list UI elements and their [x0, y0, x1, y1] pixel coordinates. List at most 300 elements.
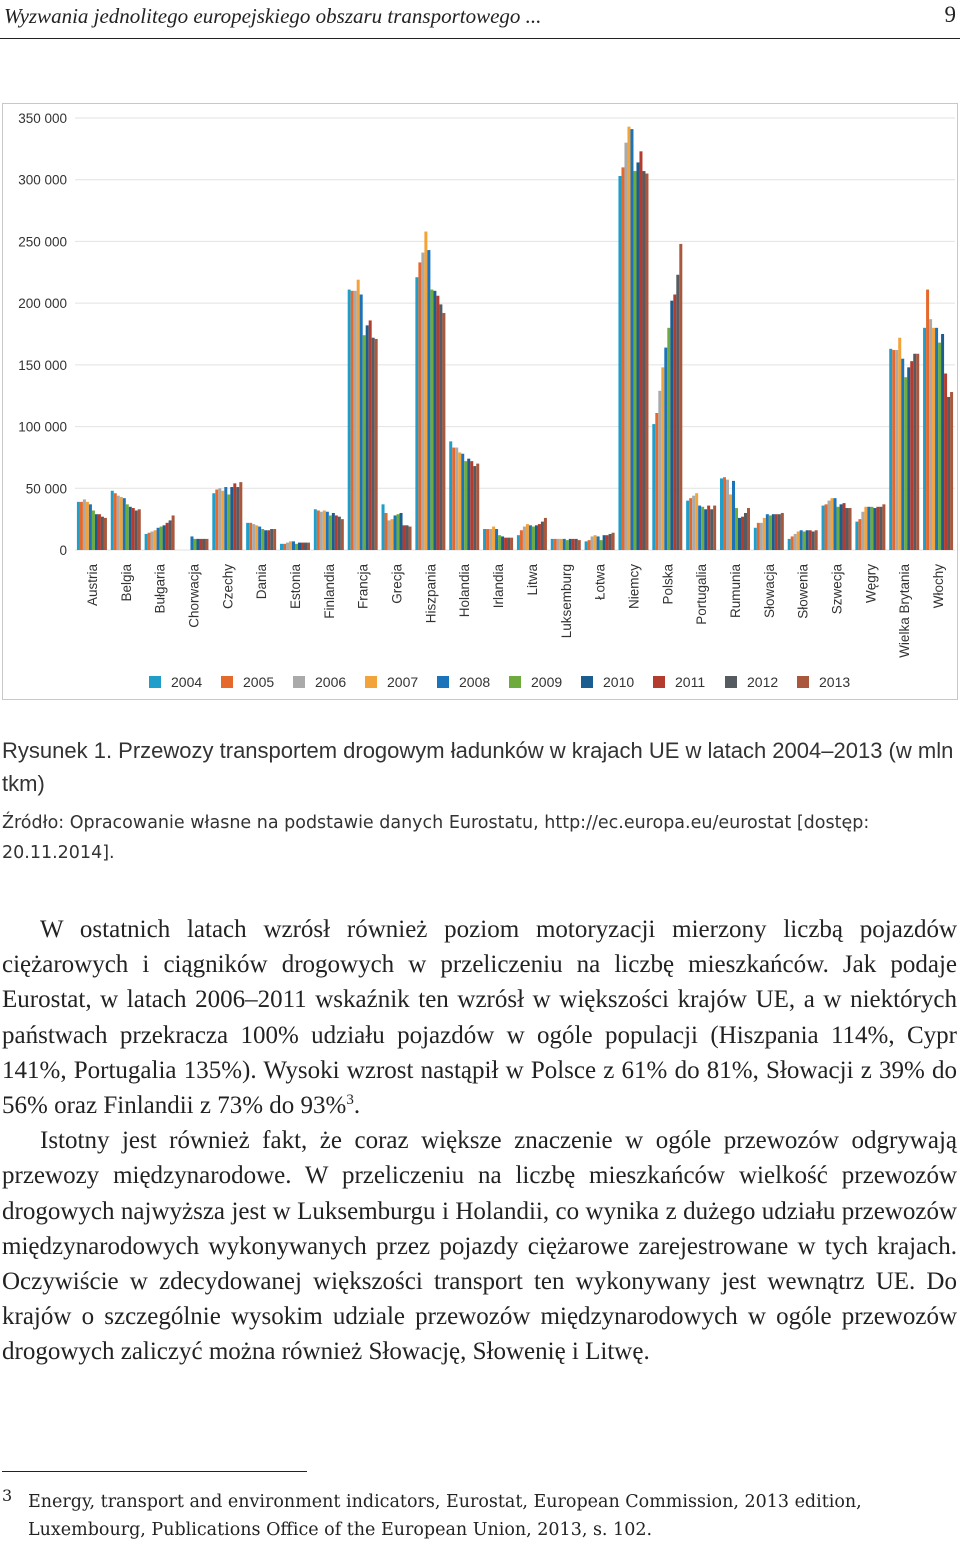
bar	[781, 513, 784, 550]
bar	[735, 508, 738, 550]
bar	[557, 539, 560, 550]
x-tick-label: Czechy	[220, 564, 236, 610]
bar	[864, 507, 867, 550]
paragraph-2: Istotny jest również fakt, że coraz większe znaczenie w ogóle przewozów odgrywają przewozy międzynarodowe. W przeliczeniu na liczbę mieszkańców wielkość przewozów drogowych najwyższa jest w Luksemburgu i Holandii, co wynika z dużego udziału przewozów międzynarodowych wykonywanych przez pojazdy ciężarowe zarejestrowane w tych krajach. Oczywiście w zdecydowanej większości transport ten wykonywany jest wewnątrz UE. Do krajów o szczególnie wysokim udziale przewozów międzynarodowych w ogóle przewozów drogowych zaliczyć można również Słowację, Słowenię i Litwę.	[2, 1127, 957, 1366]
bar	[360, 295, 363, 550]
bar	[554, 539, 557, 550]
bar	[679, 244, 682, 550]
legend-swatch	[149, 676, 161, 688]
bar	[190, 536, 193, 550]
legend-label: 2007	[387, 674, 419, 690]
bar	[172, 515, 175, 550]
bar	[639, 151, 642, 550]
bar	[698, 506, 701, 550]
bar	[947, 397, 950, 550]
bar	[476, 464, 479, 550]
bar	[433, 291, 436, 550]
legend-swatch	[797, 676, 809, 688]
footnote-mark: 3	[2, 1486, 13, 1505]
bar	[655, 413, 658, 550]
bar	[495, 529, 498, 550]
bar	[520, 530, 523, 550]
x-tick-label: Rumunia	[728, 564, 743, 619]
bar	[430, 290, 433, 550]
bar	[747, 508, 750, 550]
bar	[849, 508, 852, 550]
bar	[892, 350, 895, 550]
bar	[658, 391, 661, 550]
bar	[670, 301, 673, 550]
bar	[523, 527, 526, 550]
legend-label: 2006	[315, 674, 347, 690]
bar	[351, 291, 354, 550]
bar	[551, 539, 554, 550]
bar	[676, 275, 679, 550]
legend-swatch	[365, 676, 377, 688]
bar	[458, 452, 461, 550]
bar	[111, 491, 114, 550]
bar	[806, 530, 809, 550]
bar	[442, 313, 445, 550]
legend-swatch	[653, 676, 665, 688]
x-tick-label: Słowacja	[761, 564, 777, 619]
bar	[357, 280, 360, 550]
x-tick-label: Polska	[660, 564, 676, 605]
bar	[467, 459, 470, 550]
bar	[822, 506, 825, 550]
bar	[815, 530, 818, 550]
bar	[560, 539, 563, 550]
legend-label: 2010	[603, 674, 635, 690]
bar	[215, 490, 218, 550]
y-tick-label: 100 000	[18, 419, 67, 435]
bar	[98, 514, 101, 550]
footnote-text: Energy, transport and environment indicators, Eurostat, European Commission, 2013 edition, Luxembourg, Publications Office of the European Union, 2013, s. 102.	[28, 1492, 862, 1540]
bar	[907, 367, 910, 550]
bar	[585, 541, 588, 550]
bar	[148, 533, 151, 550]
bar	[304, 543, 307, 550]
bar	[421, 253, 424, 550]
bar	[704, 509, 707, 550]
legend-label: 2009	[531, 674, 563, 690]
bar	[840, 504, 843, 550]
y-tick-label: 0	[59, 543, 67, 558]
bar	[193, 539, 196, 550]
bar	[163, 525, 166, 550]
bar	[307, 543, 310, 550]
x-tick-label: Irlandia	[491, 564, 507, 609]
bar	[86, 502, 89, 550]
x-tick-label: Słowenia	[795, 564, 811, 619]
bar	[642, 171, 645, 550]
bar	[695, 493, 698, 550]
bar	[89, 504, 92, 550]
bar	[729, 494, 732, 550]
legend-label: 2011	[675, 674, 706, 690]
x-tick-label: Finlandia	[321, 564, 337, 619]
bar	[861, 512, 864, 550]
legend-label: 2005	[243, 674, 275, 690]
bar	[778, 514, 781, 550]
bar	[769, 515, 772, 550]
bar	[935, 328, 938, 550]
bar	[369, 320, 372, 550]
bar	[876, 507, 879, 550]
bar	[846, 508, 849, 550]
bar	[950, 392, 953, 550]
bar	[797, 531, 800, 550]
bar	[261, 529, 264, 550]
bar	[464, 461, 467, 550]
bar	[270, 529, 273, 550]
bar	[624, 143, 627, 550]
bar	[944, 373, 947, 550]
bar	[600, 540, 603, 550]
x-tick-label: Łotwa	[592, 564, 608, 601]
x-tick-label: Włochy	[931, 564, 947, 609]
bar	[372, 338, 375, 550]
bar	[470, 461, 473, 550]
bar	[588, 540, 591, 550]
bar	[501, 536, 504, 550]
bar	[415, 277, 418, 550]
legend-label: 2013	[819, 674, 851, 690]
bar	[664, 348, 667, 550]
bar	[913, 354, 916, 550]
bar	[879, 507, 882, 550]
bar	[267, 530, 270, 550]
bar	[526, 524, 529, 550]
x-tick-label: Dania	[254, 564, 270, 600]
bar	[394, 515, 397, 550]
bar	[406, 525, 409, 550]
bar	[788, 539, 791, 550]
bar	[794, 534, 797, 550]
bar	[317, 511, 320, 550]
bar	[298, 543, 301, 550]
bar	[249, 523, 252, 550]
bar	[741, 517, 744, 550]
bar	[710, 509, 713, 550]
bar	[154, 530, 157, 550]
x-tick-label: Wielka Brytania	[897, 564, 913, 658]
bar	[385, 513, 388, 550]
bar	[205, 539, 208, 550]
bar	[618, 176, 621, 550]
bar	[151, 531, 154, 550]
paragraph-1-text: W ostatnich latach wzrósł również poziom motoryzacji mierzony liczbą pojazdów ciężarowych i ciągników drogowych w przeliczeniu na liczbę mieszkańców. Jak podaje Eurostat, w latach 2006–2011 wskaźnik ten wzrósł w większości krajów UE, a w niektórych państwach przekracza 100% udziału pojazdów w ogóle populacji (Hiszpania 114%, Cypr 141%, Portugalia 135%). Wysoki wzrost nastąpił w Polsce z 61% do 81%, Słowacji z 39% do 56% oraz Finlandii z 73% do 93%	[2, 916, 957, 1120]
bar	[882, 504, 885, 550]
y-tick-label: 50 000	[25, 481, 67, 497]
x-tick-label: Luksemburg	[558, 564, 574, 639]
bar	[95, 514, 98, 550]
bar	[612, 533, 615, 550]
bar	[707, 506, 710, 550]
bar	[517, 535, 520, 550]
bar	[621, 167, 624, 550]
bar	[295, 544, 298, 550]
legend-swatch	[293, 676, 305, 688]
bar	[123, 498, 126, 550]
bar	[400, 513, 403, 550]
page-number: 9	[944, 2, 956, 27]
y-tick-label: 250 000	[18, 234, 67, 250]
bar	[720, 478, 723, 550]
bar	[575, 539, 578, 550]
bar	[566, 540, 569, 550]
bar	[335, 515, 338, 550]
bar	[449, 441, 452, 550]
bar	[320, 512, 323, 550]
bar	[636, 162, 639, 550]
bar	[763, 518, 766, 550]
bar	[473, 466, 476, 550]
bar	[837, 507, 840, 550]
bar	[126, 504, 129, 550]
legend-swatch	[221, 676, 233, 688]
bar	[427, 250, 430, 550]
x-tick-label: Chorwacja	[186, 564, 202, 628]
bar	[498, 535, 501, 550]
x-tick-label: Litwa	[524, 564, 540, 596]
bar	[166, 523, 169, 550]
bar	[791, 536, 794, 550]
bar	[273, 529, 276, 550]
bar	[800, 530, 803, 550]
bar	[323, 511, 326, 550]
bar	[403, 525, 406, 550]
bar	[627, 127, 630, 550]
bar	[114, 493, 117, 550]
bar	[873, 508, 876, 550]
footnote	[2, 1488, 958, 1544]
bar	[104, 518, 107, 550]
bar	[754, 528, 757, 550]
bar	[230, 487, 233, 550]
bar	[236, 487, 239, 550]
bar	[916, 354, 919, 550]
bar	[535, 525, 538, 550]
bar	[633, 171, 636, 550]
bar	[224, 487, 227, 550]
bar	[332, 513, 335, 550]
bar	[828, 501, 831, 550]
bar	[609, 534, 612, 550]
x-tick-label: Grecja	[389, 564, 405, 604]
bar	[843, 503, 846, 550]
bar	[135, 511, 138, 550]
bar	[375, 339, 378, 550]
bar	[239, 482, 242, 550]
bar-chart	[2, 103, 958, 700]
bar	[591, 536, 594, 550]
bar	[363, 335, 366, 550]
x-tick-label: Hiszpania	[423, 564, 439, 624]
bar	[757, 523, 760, 550]
legend-swatch	[509, 676, 521, 688]
bar	[455, 448, 458, 550]
bar	[348, 290, 351, 550]
bar	[870, 507, 873, 550]
bar	[713, 506, 716, 550]
bar	[252, 524, 255, 550]
bar	[775, 514, 778, 550]
bar	[391, 519, 394, 550]
bar	[645, 174, 648, 550]
paragraph-1	[2, 912, 957, 1123]
bar	[563, 539, 566, 550]
legend-label: 2012	[747, 674, 779, 690]
bar	[452, 448, 455, 550]
bar	[606, 535, 609, 550]
bar	[825, 504, 828, 550]
bar	[286, 543, 289, 550]
bar	[578, 540, 581, 550]
bar	[120, 497, 123, 550]
bar	[77, 502, 80, 550]
bar	[202, 539, 205, 550]
bar	[901, 359, 904, 550]
bar	[507, 538, 510, 550]
paragraph-1-end: .	[353, 1092, 361, 1120]
bar	[227, 494, 230, 550]
bar	[732, 481, 735, 550]
bar	[199, 539, 202, 550]
bar	[424, 232, 427, 550]
legend-swatch	[581, 676, 593, 688]
footnote-divider	[2, 1471, 307, 1472]
bar	[938, 343, 941, 550]
bar	[594, 535, 597, 550]
bar	[341, 519, 344, 550]
bar	[630, 129, 633, 550]
bar	[692, 496, 695, 550]
bar	[689, 498, 692, 550]
bar	[926, 290, 929, 550]
bar	[258, 527, 261, 550]
figure-source: Źródło: Opracowanie własne na podstawie danych Eurostatu, http://ec.europa.eu/eurostat [dostęp: 20.11.2014].	[2, 813, 870, 863]
bar	[538, 524, 541, 550]
bar	[160, 527, 163, 550]
bar	[597, 536, 600, 550]
footnote-ref[interactable]: 3	[346, 1092, 354, 1109]
bar	[409, 527, 412, 550]
bar	[744, 513, 747, 550]
legend-label: 2004	[171, 674, 203, 690]
bar	[246, 523, 249, 550]
bar	[910, 361, 913, 550]
x-tick-label: Portugalia	[694, 564, 710, 625]
bar	[904, 377, 907, 550]
bar	[83, 499, 86, 550]
x-tick-label: Węgry	[863, 564, 879, 604]
bar	[803, 531, 806, 550]
bar	[686, 501, 689, 550]
bar	[772, 514, 775, 550]
bar	[667, 328, 670, 550]
bar	[314, 509, 317, 550]
bar	[366, 325, 369, 550]
bar	[486, 529, 489, 550]
bar	[726, 480, 729, 550]
x-tick-label: Szwecja	[829, 564, 845, 615]
bar	[301, 543, 304, 550]
bar	[701, 507, 704, 550]
bar	[212, 493, 215, 550]
bar	[723, 477, 726, 550]
bar	[196, 539, 199, 550]
bar	[941, 334, 944, 550]
bar	[80, 502, 83, 550]
bar	[289, 541, 292, 550]
bar	[326, 512, 329, 550]
bar	[929, 319, 932, 550]
bar	[92, 511, 95, 550]
bar	[436, 296, 439, 550]
chart-svg	[3, 104, 959, 701]
bar	[439, 304, 442, 550]
y-tick-label: 300 000	[18, 172, 67, 188]
bar	[834, 498, 837, 550]
bar	[932, 328, 935, 550]
bar	[529, 525, 532, 550]
bar	[221, 491, 224, 550]
legend-swatch	[437, 676, 449, 688]
bar	[418, 262, 421, 550]
bar	[766, 514, 769, 550]
bar	[492, 527, 495, 550]
bar	[117, 496, 120, 550]
bar	[809, 530, 812, 550]
bar	[572, 539, 575, 550]
bar	[858, 519, 861, 550]
bar	[483, 529, 486, 550]
running-header	[0, 0, 960, 39]
y-tick-label: 200 000	[18, 296, 67, 312]
running-header-title: Wyzwania jednolitego europejskiego obszaru transportowego ...	[4, 4, 542, 28]
bar	[504, 538, 507, 550]
y-tick-label: 150 000	[18, 357, 67, 373]
bar	[218, 488, 221, 550]
x-tick-label: Belgia	[118, 564, 134, 602]
figure-caption: Rysunek 1. Przewozy transportem drogowym ładunków w krajach UE w latach 2004–2013 (w mln tkm)	[2, 738, 954, 796]
bar	[652, 424, 655, 550]
bar	[661, 367, 664, 550]
bar	[233, 483, 236, 550]
bar	[673, 295, 676, 550]
body-text	[2, 912, 957, 1370]
bar	[129, 507, 132, 550]
bar	[603, 535, 606, 550]
bar	[889, 349, 892, 550]
bar	[831, 498, 834, 550]
bar	[812, 531, 815, 550]
bar	[461, 454, 464, 550]
x-tick-label: Bułgaria	[152, 564, 168, 614]
bar	[264, 530, 267, 550]
bar	[923, 328, 926, 550]
bar	[898, 338, 901, 550]
bar	[145, 534, 148, 550]
bar	[283, 544, 286, 550]
bar	[397, 514, 400, 550]
bar	[255, 525, 258, 550]
bar	[569, 539, 572, 550]
bar	[101, 517, 104, 550]
bar	[738, 518, 741, 550]
bar	[329, 515, 332, 550]
